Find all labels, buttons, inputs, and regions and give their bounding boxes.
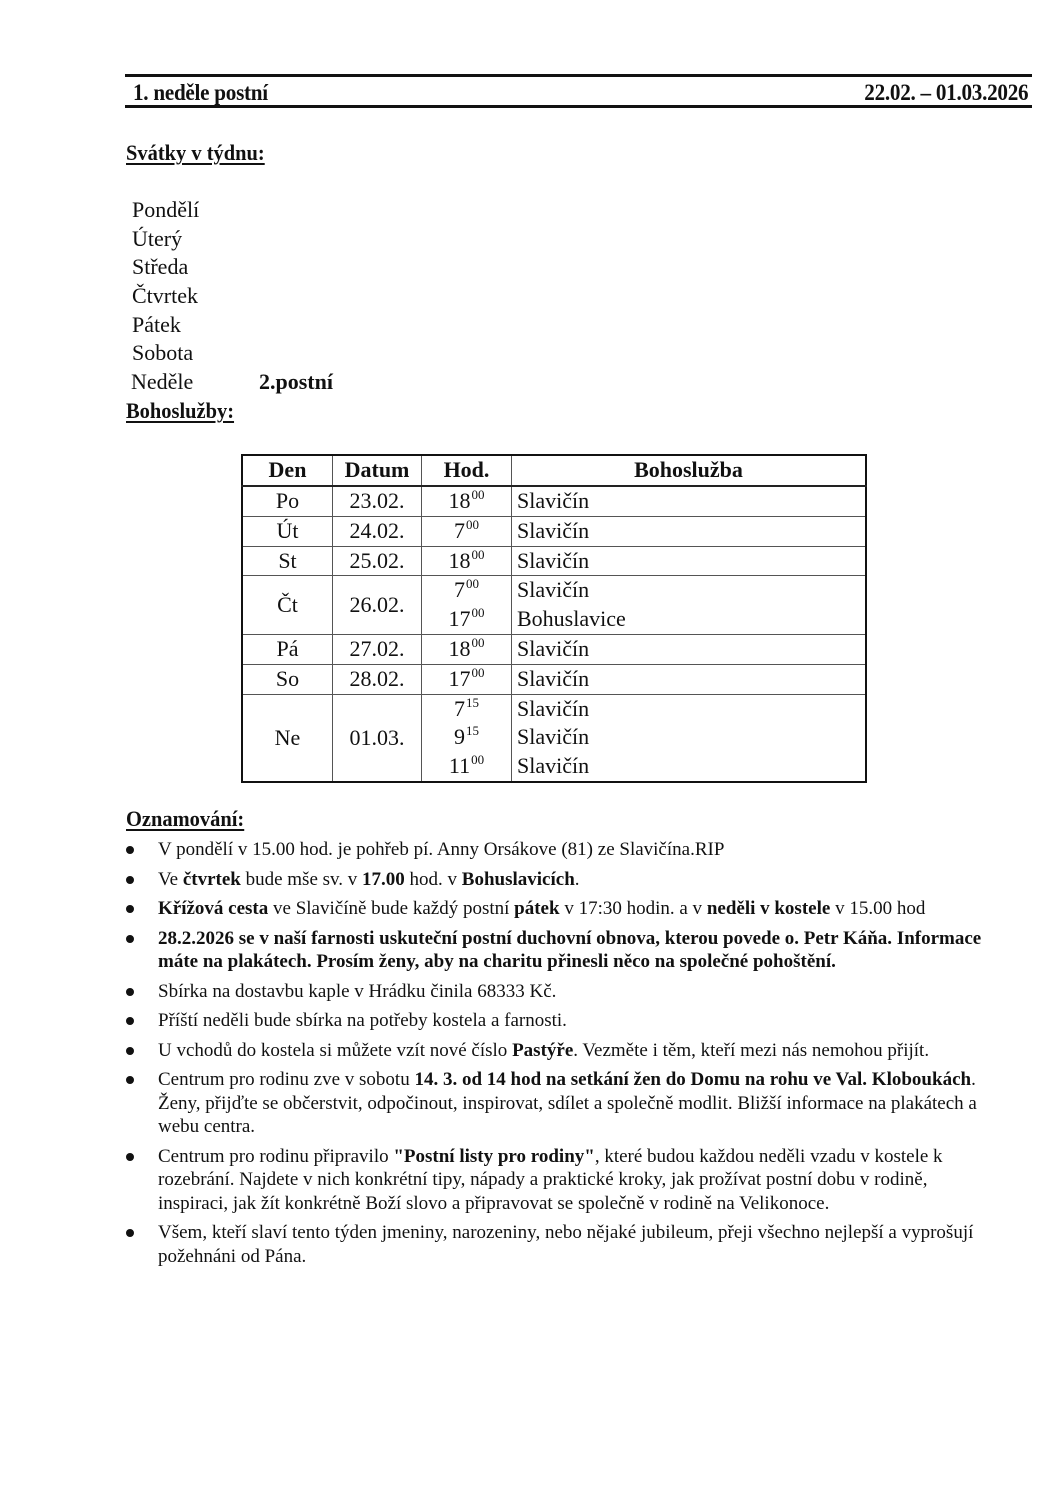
bold-text: 28.2.2026 se v naší farnosti uskuteční postní duchovní obnova, kterou povede o. Petr Káňa. Informace máte na plakátech.	[158, 927, 982, 972]
service-place: Slavičín	[517, 753, 590, 779]
announcement-text	[158, 1221, 996, 1268]
text-run: U vchodů do kostela si můžete vzít nové číslo	[158, 1039, 513, 1061]
announcements-heading: Oznamování:	[126, 806, 245, 831]
text-run: bude mše sv. v	[240, 868, 363, 890]
cell-time	[422, 546, 512, 576]
time-minute: 15	[466, 723, 479, 739]
feast-day	[132, 339, 199, 368]
column-header: Hod.	[422, 455, 512, 486]
cell-service	[512, 546, 867, 576]
text-run: Sbírka na dostavbu kaple v Hrádku činila 68333 Kč.	[158, 980, 557, 1002]
list-item	[126, 1068, 996, 1139]
day-note: 2.postní	[259, 369, 333, 395]
table-row	[242, 486, 866, 516]
cell-day: Čt	[242, 576, 333, 635]
service-place: Slavičín	[517, 724, 590, 750]
feasts-list	[131, 196, 333, 397]
text-run: Centrum pro rodinu připravilo	[158, 1145, 394, 1167]
cell-service	[512, 486, 867, 516]
cell-date: 28.02.	[333, 664, 422, 694]
cell-service	[512, 634, 867, 664]
announcement-text	[158, 1068, 996, 1139]
list-item	[126, 897, 996, 921]
time-hour: 7	[454, 577, 465, 603]
service-time	[422, 576, 511, 605]
service-time	[422, 665, 511, 694]
bold-text: Křížová cesta	[158, 898, 269, 919]
text-run: , které budou každou neděli vzadu v kostele k rozebrání. Najdete v nich konkrétní tipy, nápady a praktické kroky, jak prožívat postní dobu v rodině, inspiraci, jak žít konkrétně Boží slovo a připravovat se společně v rodině na Velikonoce.	[158, 1145, 943, 1214]
time-minute: 00	[471, 487, 485, 502]
column-header: Datum	[333, 455, 422, 486]
services-table	[241, 454, 867, 783]
bullet-icon	[126, 1153, 134, 1161]
time-minute: 00	[471, 752, 485, 768]
service-place: Slavičín	[517, 547, 590, 573]
service-time	[422, 635, 511, 664]
cell-service	[512, 516, 867, 546]
announcement-text	[158, 838, 996, 862]
service-place: Slavičín	[517, 488, 590, 513]
service-time	[422, 752, 511, 781]
announcement-text	[158, 927, 996, 974]
bold-text: neděli v kostele	[706, 898, 831, 919]
cell-time	[422, 634, 512, 664]
cell-time	[422, 516, 512, 546]
cell-time	[422, 664, 512, 694]
list-item	[126, 1221, 996, 1268]
service-place: Slavičín	[517, 635, 590, 661]
list-item	[126, 1039, 996, 1063]
day-name: Pátek	[132, 311, 181, 337]
cell-date: 24.02.	[333, 516, 422, 546]
announcement-text	[158, 1039, 996, 1063]
announcement-text	[158, 1145, 996, 1216]
cell-time	[422, 694, 512, 782]
bold-text: "Postní listy pro rodiny"	[393, 1145, 595, 1167]
table-row	[242, 516, 866, 546]
service-time	[422, 605, 511, 634]
cell-day: St	[242, 546, 333, 576]
announcements-list	[126, 838, 996, 1274]
cell-time	[422, 486, 512, 516]
text-run: Všem, kteří slaví tento týden jmeniny, narozeniny, nebo nějaké jubileum, přeji všechno nejlepší a vyprošují požehnáni od Pána.	[158, 1222, 974, 1267]
text-run: . Ženy, přijďte se občerstvit, odpočinout, inspirovat, sdílet a společně modlit. Bližší informace na plakátech a webu centra.	[158, 1069, 977, 1137]
cell-time	[422, 576, 512, 635]
time-hour: 18	[448, 547, 471, 573]
bullet-icon	[126, 905, 134, 913]
service-time	[422, 487, 511, 516]
time-hour: 18	[448, 635, 471, 661]
list-item	[126, 927, 996, 974]
feast-day	[132, 282, 199, 311]
text-run: .	[574, 868, 580, 890]
service-place: Slavičín	[517, 695, 590, 721]
column-header: Den	[242, 455, 333, 486]
cell-day: Út	[242, 516, 333, 546]
service-place: Slavičín	[517, 517, 590, 543]
column-header: Bohoslužba	[512, 455, 867, 486]
time-minute: 15	[466, 694, 479, 710]
cell-date: 01.03.	[333, 694, 422, 782]
date-range: 22.02. – 01.03.2026	[863, 80, 1028, 105]
text-run: v 17:30 hodin. a v	[559, 898, 707, 919]
list-item	[126, 1145, 996, 1216]
text-run: Příští neděli bude sbírka na potřeby kostela a farnosti.	[158, 1010, 567, 1031]
bold-text: pátek	[514, 898, 560, 919]
text-run: . Vezměte i těm, kteří mezi nás nemohou přijít.	[573, 1039, 930, 1061]
time-hour: 11	[448, 753, 471, 779]
service-place: Bohuslavice	[517, 606, 626, 632]
text-run: Ve	[158, 868, 183, 890]
list-item	[126, 1009, 996, 1033]
header-bar	[125, 74, 1032, 108]
time-minute: 00	[471, 605, 485, 621]
bold-text: Bohuslavicích	[461, 868, 575, 890]
day-name: Neděle	[131, 369, 194, 395]
time-hour: 18	[448, 488, 471, 513]
table-header-row	[242, 455, 866, 486]
time-minute: 00	[471, 664, 485, 680]
time-hour: 17	[448, 665, 471, 691]
time-hour: 7	[454, 517, 465, 543]
cell-date: 25.02.	[333, 546, 422, 576]
cell-date: 27.02.	[333, 634, 422, 664]
time-minute: 00	[466, 516, 479, 532]
cell-day: So	[242, 664, 333, 694]
announcement-text	[158, 980, 996, 1004]
bullet-icon	[126, 876, 134, 884]
bold-text: 14. 3. od 14 hod na setkání žen do Domu na rohu ve Val. Kloboukách	[414, 1069, 972, 1090]
time-hour: 17	[448, 606, 471, 632]
day-name: Středa	[132, 254, 189, 280]
bold-text: 17.00	[362, 868, 405, 890]
service-place: Slavičín	[517, 665, 590, 691]
cell-day: Ne	[242, 694, 333, 782]
cell-date: 23.02.	[333, 486, 422, 516]
bullet-icon	[126, 988, 134, 996]
cell-service	[512, 694, 867, 782]
bold-text: čtvrtek	[182, 868, 241, 890]
service-place: Slavičín	[517, 577, 590, 603]
text-run: V pondělí v 15.00 hod. je pohřeb pí. Anny Orsákove (81) ze Slavičína.RIP	[158, 839, 725, 860]
feast-day	[132, 253, 199, 282]
cell-service	[512, 576, 867, 635]
table-body	[242, 486, 866, 782]
table-row	[242, 694, 866, 782]
time-minute: 00	[466, 576, 479, 592]
time-minute: 00	[471, 634, 485, 650]
cell-service	[512, 664, 867, 694]
feast-day	[132, 225, 199, 254]
feast-day	[131, 368, 333, 397]
feast-day	[132, 311, 199, 340]
day-name: Úterý	[132, 225, 183, 251]
bullet-icon	[126, 1047, 134, 1055]
announcement-text	[158, 1009, 996, 1033]
list-item	[126, 868, 996, 892]
list-item	[126, 980, 996, 1004]
bold-text: Pastýře	[512, 1039, 574, 1061]
bullet-icon	[126, 1076, 134, 1084]
text-run: hod. v	[404, 868, 462, 890]
bullet-icon	[126, 935, 134, 943]
service-time	[422, 695, 511, 724]
day-name: Čtvrtek	[132, 283, 198, 309]
service-time	[422, 517, 511, 546]
feasts-heading: Svátky v týdnu:	[126, 140, 265, 165]
cell-day: Po	[242, 486, 333, 516]
bullet-icon	[126, 846, 134, 854]
bullet-icon	[126, 1017, 134, 1025]
page-title: 1. neděle postní	[133, 80, 268, 105]
time-hour: 9	[454, 724, 465, 750]
cell-day: Pá	[242, 634, 333, 664]
announcement-text	[158, 897, 996, 921]
day-name: Pondělí	[132, 197, 200, 222]
announcement-text	[158, 868, 996, 892]
time-hour: 7	[454, 695, 465, 721]
bullet-icon	[126, 1229, 134, 1237]
table-row	[242, 634, 866, 664]
cell-date: 26.02.	[333, 576, 422, 635]
day-name: Sobota	[132, 340, 194, 366]
service-time	[422, 547, 511, 576]
services-heading: Bohoslužby:	[126, 398, 235, 423]
list-item	[126, 838, 996, 862]
text-run: v 15.00 hod	[830, 898, 926, 919]
feast-day	[132, 196, 199, 225]
text-run: ve Slavičíně bude každý postní	[268, 898, 515, 919]
bold-text: Prosím ženy, aby na charitu přinesli něco na společné pohoštění.	[311, 951, 836, 972]
text-run: Centrum pro rodinu zve v sobotu	[158, 1069, 415, 1090]
service-time	[422, 723, 511, 752]
table-row	[242, 546, 866, 576]
time-minute: 00	[471, 546, 485, 562]
table-row	[242, 664, 866, 694]
table-row	[242, 576, 866, 635]
